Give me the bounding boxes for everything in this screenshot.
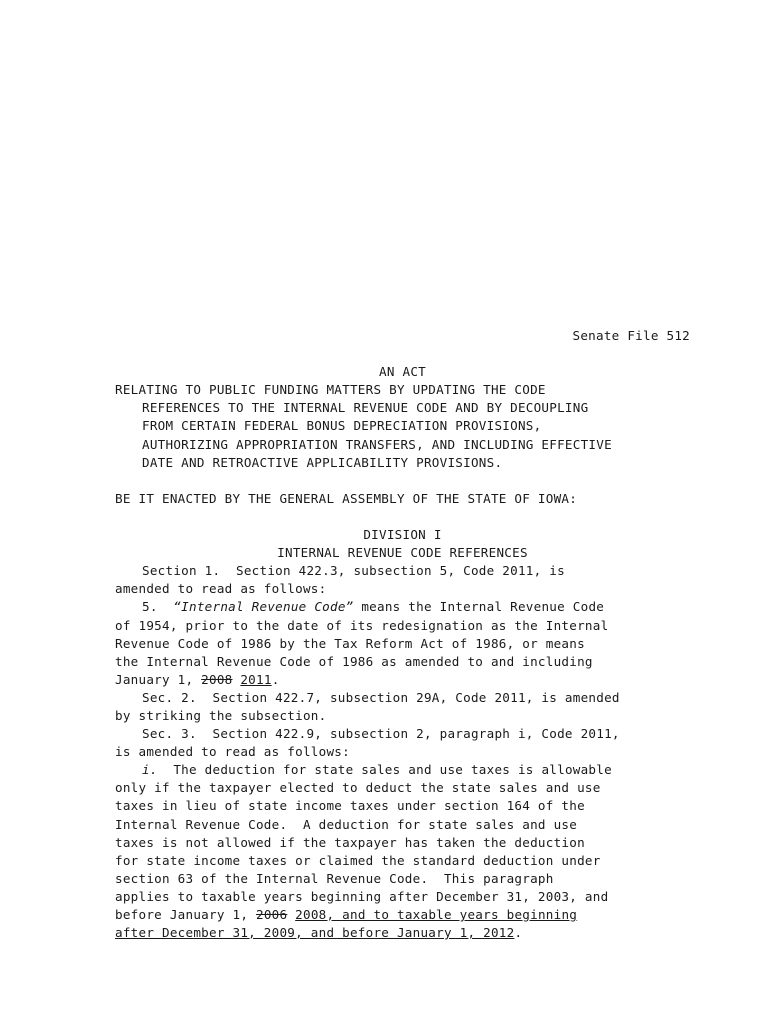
section-2-line: Sec. 2. Section 422.7, subsection 29A, Code 2011, is amended	[142, 689, 620, 705]
date-text: January 1,	[115, 671, 202, 687]
section-1-line: amended to read as follows:	[115, 581, 327, 597]
section-3-line: section 63 of the Internal Revenue Code. This paragraph	[115, 870, 554, 886]
act-title-line: REFERENCES TO THE INTERNAL REVENUE CODE AND BY DECOUPLING	[142, 400, 589, 416]
section-3-line: for state income taxes or claimed the standard deduction under	[115, 852, 601, 868]
inserted-text: after December 31, 2009, and before January 1, 2012	[115, 925, 515, 941]
act-title-line: RELATING TO PUBLIC FUNDING MATTERS BY UPDATING THE CODE	[115, 382, 546, 398]
act-heading: AN ACT	[379, 364, 426, 380]
section-1-line: the Internal Revenue Code of 1986 as amended to and including	[115, 653, 593, 669]
spacer	[115, 345, 690, 363]
paragraph-label: i.	[142, 762, 158, 778]
enacting-clause: BE IT ENACTED BY THE GENERAL ASSEMBLY OF THE STATE OF IOWA:	[115, 490, 578, 506]
section-3-line: taxes in lieu of state income taxes under section 164 of the	[115, 798, 585, 814]
section-3-line: Sec. 3. Section 422.9, subsection 2, paragraph i, Code 2011,	[142, 726, 620, 742]
act-title-line: AUTHORIZING APPROPRIATION TRANSFERS, AND INCLUDING EFFECTIVE	[142, 436, 612, 452]
division-number: DIVISION I	[363, 527, 442, 543]
subsection-number: 5.	[142, 599, 174, 615]
struck-text: 2006	[255, 907, 288, 922]
defined-term: “Internal Revenue Code”	[173, 599, 354, 615]
section-1-line: of 1954, prior to the date of its redesignation as the Internal	[115, 617, 609, 633]
act-title-line: DATE AND RETROACTIVE APPLICABILITY PROVISIONS.	[142, 454, 503, 470]
section-3-line: only if the taxpayer elected to deduct the state sales and use	[115, 780, 601, 796]
spacer	[115, 508, 690, 526]
division-name: INTERNAL REVENUE CODE REFERENCES	[277, 545, 528, 561]
inserted-text: 2011	[240, 671, 272, 687]
inserted-text: 2008, and to taxable years beginning	[295, 907, 578, 922]
section-3-line: Internal Revenue Code. A deduction for state sales and use	[115, 816, 578, 832]
section-1-subsection-5	[115, 598, 690, 616]
act-title-line: FROM CERTAIN FEDERAL BONUS DEPRECIATION PROVISIONS,	[142, 418, 542, 434]
section-2-line: by striking the subsection.	[115, 707, 327, 723]
section-3-line: taxes is not allowed if the taxpayer has taken the deduction	[115, 834, 585, 850]
section-1-line: Section 1. Section 422.3, subsection 5, Code 2011, is	[142, 563, 565, 579]
section-3-amended-date	[115, 906, 690, 924]
period: .	[514, 925, 523, 941]
section-3-line: applies to taxable years beginning after December 31, 2003, and	[115, 888, 609, 904]
definition-text: means the Internal Revenue Code	[353, 599, 605, 615]
section-1-line: Revenue Code of 1986 by the Tax Reform Act of 1986, or means	[115, 635, 585, 651]
section-3-paragraph-i	[115, 761, 690, 779]
document-page	[115, 327, 690, 942]
paragraph-text: The deduction for state sales and use taxes is allowable	[157, 762, 612, 778]
section-3-amended-date-cont	[115, 924, 690, 942]
section-3-line: is amended to read as follows:	[115, 744, 350, 760]
spacer	[115, 472, 690, 490]
section-1-amended-date	[115, 671, 690, 689]
date-text: before January 1,	[115, 907, 256, 922]
period: .	[271, 671, 280, 687]
struck-text: 2008	[201, 671, 233, 687]
senate-file-number: Senate File 512	[572, 328, 690, 343]
